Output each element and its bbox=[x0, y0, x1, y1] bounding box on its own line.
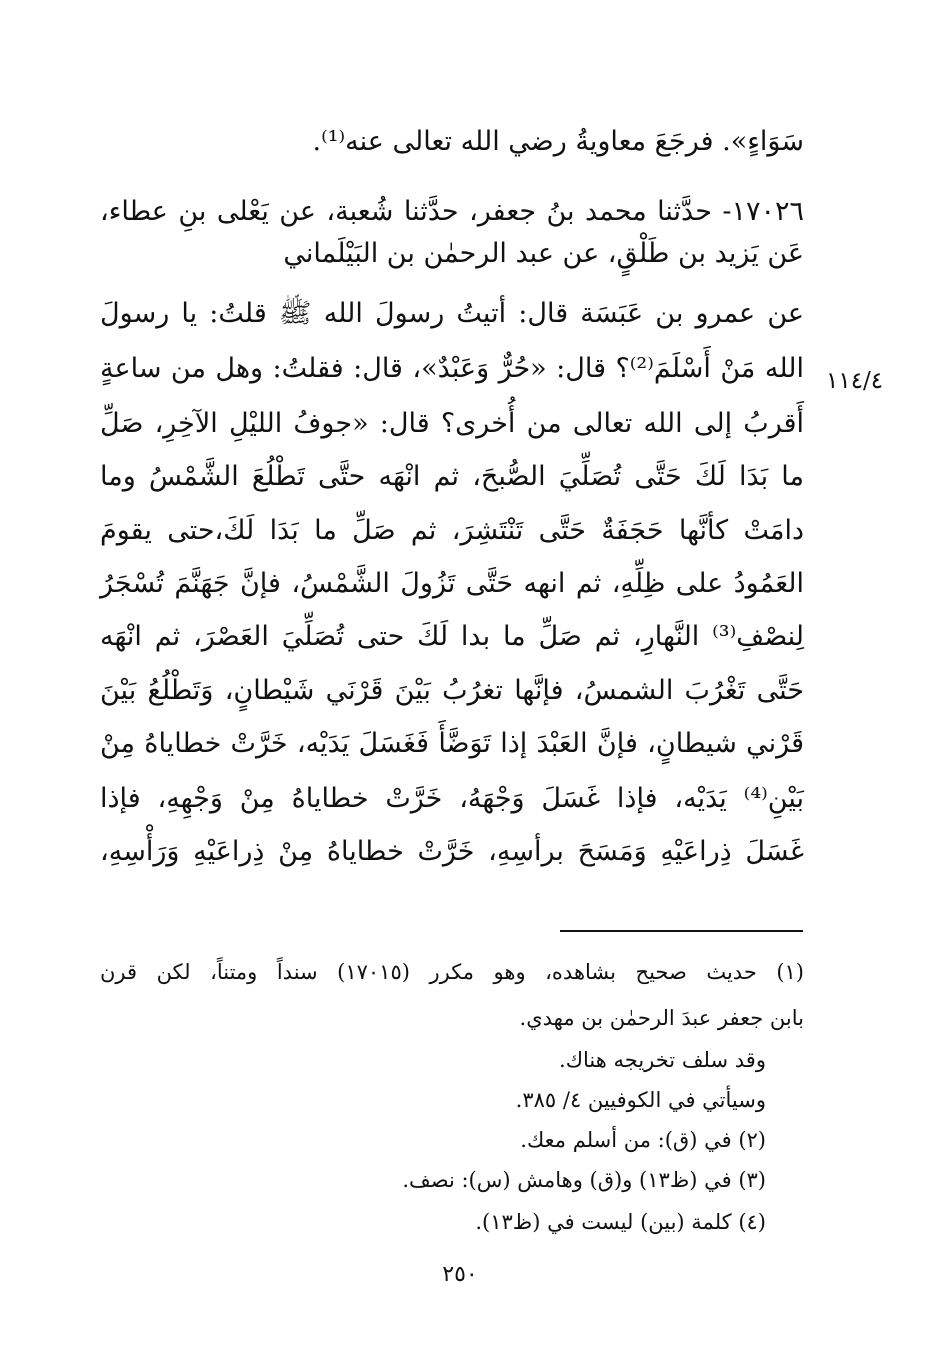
text-line: غَسَلَ ذِراعَيْهِ وَمَسَحَ برأسِهِ، خَرَّتْ خطاياهُ مِنْ ذِراعَيْهِ وَرَأْسِهِ، bbox=[100, 836, 804, 867]
text-line: بَيْنِ⁽⁴⁾ يَدَيْه، فإذا غَسَلَ وَجْهَهُ، خَرَّتْ خطاياهُ مِنْ وَجْهِهِ، فإذا bbox=[100, 783, 804, 814]
text-line: عن عمرو بن عَبَسَة قال: أتيتُ رسولَ الله ﷺ قلتُ: يا رسولَ bbox=[100, 298, 804, 329]
text-line: العَمُودُ على ظِلِّهِ، ثم انهه حَتَّى تَزُولَ الشَّمْسُ، فإنَّ جَهَنَّمَ تُسْجَرُ bbox=[100, 568, 804, 599]
margin-volume-page-reference: ١١٤/٤ bbox=[826, 368, 884, 394]
page-number: ٢٥٠ bbox=[442, 1262, 478, 1287]
hadith-number-line: ١٧٠٢٦- حدَّثنا محمد بنُ جعفر، حدَّثنا شُعبة، عن يَعْلى بنِ عطاء، bbox=[100, 196, 804, 227]
text-line: حَتَّى تَغْرُبَ الشمسُ، فإنَّها تغرُبُ بَيْنَ قَرْنَي شَيْطانٍ، وَتَطْلُعُ بَيْنَ bbox=[100, 675, 804, 706]
isnad-line: عَن يَزيد بن طَلْقٍ، عن عبد الرحمٰن بن البَيْلَماني bbox=[283, 238, 804, 269]
footnote-line: (٢) في (ق): من أسلم معك. bbox=[520, 1128, 766, 1152]
text-line: الله مَنْ أَسْلَمَ⁽²⁾؟ قال: «حُرٌّ وَعَبْدٌ»، قال: فقلتُ: وهل من ساعةٍ bbox=[100, 353, 804, 384]
text-line: لِنصْفِ⁽³⁾ النَّهارِ، ثم صَلِّ ما بدا لَكَ حتى تُصَلِّيَ العَصْرَ، ثم انْهَه bbox=[100, 621, 804, 652]
footnote-line: بابن جعفر عبدَ الرحمٰن بن مهدي. bbox=[519, 1006, 804, 1030]
footnote-line: (٤) كلمة (بين) ليست في (ظ١٣). bbox=[475, 1210, 766, 1234]
footnote-line: وقد سلف تخريجه هناك. bbox=[559, 1048, 766, 1072]
footnote-line: (٣) في (ظ١٣) و(ق) وهامش (س): نصف. bbox=[402, 1168, 766, 1192]
footnote-line: (١) حديث صحيح بشاهده، وهو مكرر (١٧٠١٥) سنداً ومتناً، لكن قرن bbox=[100, 960, 804, 984]
text-line: ما بَدَا لَكَ حَتَّى تُصَلِّيَ الصُّبحَ، ثم انْهَه حتَّى تَطْلُعَ الشَّمْسُ وما bbox=[100, 461, 804, 492]
text-line: قَرْني شيطانٍ، فإنَّ العَبْدَ إذا تَوَضَّأَ فَغَسَلَ يَدَيْه، خَرَّتْ خطاياهُ مِنْ bbox=[100, 728, 804, 759]
text-line: سَوَاءٍ». فرجَعَ معاويةُ رضي الله تعالى عنه⁽¹⁾. bbox=[312, 126, 804, 157]
footnote-separator bbox=[560, 930, 803, 932]
text-line: أَقربُ إلى الله تعالى من أُخرى؟ قال: «جوفُ الليْلِ الآخِرِ، صَلِّ bbox=[100, 408, 804, 439]
text-line: دامَتْ كأنَّها حَجَفَةٌ حَتَّى تَنْتَشِرَ، ثم صَلِّ ما بَدَا لَكَ،حتى يقومَ bbox=[100, 515, 804, 546]
footnote-line: وسيأتي في الكوفيين ٤/ ٣٨٥. bbox=[515, 1088, 766, 1112]
